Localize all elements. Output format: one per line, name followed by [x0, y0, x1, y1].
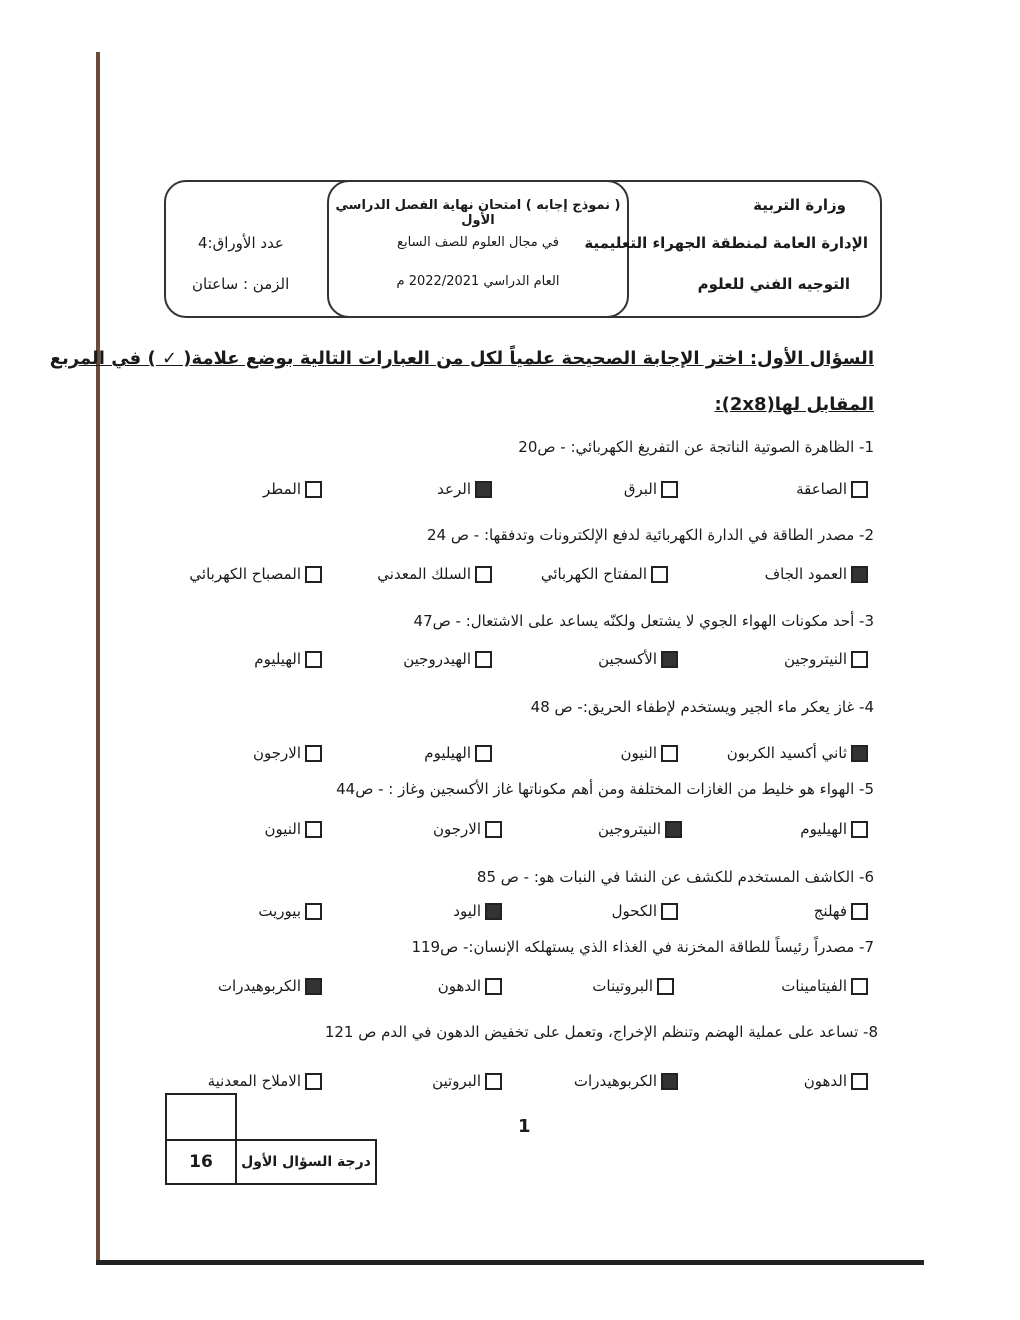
- checkbox[interactable]: [661, 481, 678, 498]
- question-8-option-4[interactable]: [208, 1072, 322, 1090]
- question-4-option-1[interactable]: [727, 744, 868, 762]
- option-label: الفيتامينات: [781, 977, 847, 995]
- question-7-option-4[interactable]: [218, 977, 322, 995]
- checkbox[interactable]: [651, 566, 668, 583]
- question-4-text: 4- غاز يعكر ماء الجير ويستخدم لإطفاء الحريق:- ص 48: [530, 698, 874, 716]
- checkbox[interactable]: [475, 745, 492, 762]
- checkbox[interactable]: [851, 903, 868, 920]
- checkbox[interactable]: [305, 651, 322, 668]
- checkbox-checked[interactable]: [485, 903, 502, 920]
- checkbox-checked[interactable]: [661, 651, 678, 668]
- question-5-option-2[interactable]: [598, 820, 682, 838]
- academic-year: العام الدراسي 2022/2021 م: [396, 274, 560, 289]
- option-label: اليود: [453, 902, 481, 920]
- option-label: الدهون: [437, 977, 481, 995]
- checkbox[interactable]: [305, 566, 322, 583]
- checkbox-checked[interactable]: [661, 1073, 678, 1090]
- exam-duration: الزمن : ساعتان: [192, 275, 290, 293]
- option-label: الهيليوم: [254, 650, 301, 668]
- question-6-option-4[interactable]: [258, 902, 322, 920]
- grade-spacer: [236, 1094, 376, 1140]
- checkbox[interactable]: [305, 821, 322, 838]
- option-label: السلك المعدني: [377, 565, 471, 583]
- question-3-option-4[interactable]: [254, 650, 322, 668]
- question-3-option-1[interactable]: [784, 650, 868, 668]
- option-label: الهيليوم: [424, 744, 471, 762]
- exam-title: ( نموذج إجابه ) امتحان نهاية الفصل الدراسي الأول: [335, 198, 621, 228]
- option-label: البروتينات: [592, 977, 653, 995]
- checkbox[interactable]: [485, 978, 502, 995]
- question-6-text: 6- الكاشف المستخدم للكشف عن النشا في النبات هو: - ص 85: [476, 868, 874, 886]
- option-label: النيون: [620, 744, 657, 762]
- option-label: الارجون: [432, 820, 481, 838]
- checkbox[interactable]: [851, 651, 868, 668]
- checkbox[interactable]: [485, 1073, 502, 1090]
- grade-value: 16: [166, 1140, 236, 1184]
- question-2-text: 2- مصدر الطاقة في الدارة الكهربائية لدفع الإلكترونات وتدفقها: - ص 24: [427, 526, 874, 544]
- page-edge-left: [96, 52, 100, 1264]
- option-label: الكربوهيدرات: [217, 977, 301, 995]
- option-label: النيتروجين: [783, 650, 847, 668]
- option-label: فهلنج: [813, 902, 847, 920]
- question-title: السؤال الأول: اختر الإجابة الصحيحة علمياً لكل من العبارات التالية بوضع علامة( ✓ ) في المربع: [49, 348, 874, 369]
- question-5-option-4[interactable]: [264, 820, 322, 838]
- option-label: الأكسجين: [598, 650, 657, 668]
- checkbox[interactable]: [657, 978, 674, 995]
- question-3-option-3[interactable]: [403, 650, 492, 668]
- grade-empty-cell: [166, 1094, 236, 1140]
- question-8-option-1[interactable]: [804, 1072, 868, 1090]
- question-8-text: 8- تساعد على عملية الهضم وتنظم الإخراج، وتعمل على تخفيض الدهون في الدم ص 121: [324, 1023, 878, 1041]
- question-1-option-3[interactable]: [437, 480, 492, 498]
- option-label: البرق: [623, 480, 657, 498]
- option-label: البروتين: [432, 1072, 481, 1090]
- question-4-option-3[interactable]: [424, 744, 492, 762]
- checkbox[interactable]: [305, 481, 322, 498]
- checkbox-checked[interactable]: [851, 566, 868, 583]
- question-1-option-1[interactable]: [796, 480, 868, 498]
- option-label: الصاعقة: [796, 480, 847, 498]
- checkbox[interactable]: [475, 651, 492, 668]
- option-label: المصباح الكهربائي: [189, 565, 301, 583]
- checkbox[interactable]: [851, 481, 868, 498]
- checkbox[interactable]: [851, 978, 868, 995]
- option-label: الهيدروجين: [403, 650, 471, 668]
- checkbox[interactable]: [305, 1073, 322, 1090]
- question-6-option-1[interactable]: [814, 902, 868, 920]
- question-8-option-3[interactable]: [432, 1072, 502, 1090]
- question-3-option-2[interactable]: [598, 650, 678, 668]
- question-5-option-1[interactable]: [800, 820, 868, 838]
- question-1-option-4[interactable]: [263, 480, 322, 498]
- option-label: النيتروجين: [597, 820, 661, 838]
- question-7-option-1[interactable]: [781, 977, 868, 995]
- question-2-option-4[interactable]: [189, 565, 322, 583]
- question-2-option-2[interactable]: [541, 565, 668, 583]
- question-7-text: 7- مصدراً رئيساً للطاقة المخزنة في الغذاء الذي يستهلكه الإنسان:- ص119: [411, 938, 874, 956]
- checkbox[interactable]: [661, 745, 678, 762]
- option-label: الرعد: [437, 480, 471, 498]
- department-name: التوجيه الفني للعلوم: [697, 275, 850, 293]
- question-7-option-2[interactable]: [592, 977, 674, 995]
- checkbox[interactable]: [661, 903, 678, 920]
- question-5-option-3[interactable]: [433, 820, 502, 838]
- question-5-text: 5- الهواء هو خليط من الغازات المختلفة ومن أهم مكوناتها غاز الأكسجين وغاز : - ص44: [336, 780, 874, 798]
- option-label: الكحول: [611, 902, 657, 920]
- question-2-option-1[interactable]: [765, 565, 868, 583]
- grade-table: [165, 1093, 377, 1185]
- question-8-option-2[interactable]: [574, 1072, 678, 1090]
- page-edge-bottom: [96, 1260, 924, 1265]
- ministry-name: وزارة التربية: [753, 196, 846, 214]
- page-number: 1: [518, 1116, 531, 1137]
- question-2-option-3[interactable]: [377, 565, 492, 583]
- option-label: ثاني أكسيد الكربون: [726, 744, 847, 762]
- checkbox-checked[interactable]: [475, 481, 492, 498]
- subject-grade: في مجال العلوم للصف السابع: [397, 235, 559, 250]
- checkbox[interactable]: [305, 903, 322, 920]
- grade-label: درجة السؤال الأول: [236, 1140, 376, 1184]
- question-1-text: 1- الظاهرة الصوتية الناتجة عن التفريغ الكهربائي: - ص20: [518, 438, 874, 456]
- option-label: العمود الجاف: [764, 565, 847, 583]
- option-label: الارجون: [252, 744, 301, 762]
- option-label: بيوريت: [258, 902, 301, 920]
- option-label: المفتاح الكهربائي: [540, 565, 647, 583]
- checkbox[interactable]: [475, 566, 492, 583]
- papers-count: عدد الأوراق:4: [198, 234, 284, 252]
- option-label: الاملاح المعدنية: [207, 1072, 301, 1090]
- question-6-option-2[interactable]: [612, 902, 678, 920]
- option-label: النيون: [264, 820, 301, 838]
- question-7-option-3[interactable]: [438, 977, 502, 995]
- checkbox-checked[interactable]: [305, 978, 322, 995]
- checkbox-checked[interactable]: [851, 745, 868, 762]
- checkbox[interactable]: [851, 821, 868, 838]
- question-title-marks: المقابل لها(2x8):: [714, 394, 874, 415]
- question-4-option-2[interactable]: [620, 744, 678, 762]
- option-label: الهيليوم: [800, 820, 847, 838]
- option-label: الكربوهيدرات: [573, 1072, 657, 1090]
- directorate-name: الإدارة العامة لمنطقة الجهراء التعليمية: [584, 234, 868, 252]
- checkbox[interactable]: [485, 821, 502, 838]
- question-6-option-3[interactable]: [453, 902, 502, 920]
- option-label: الدهون: [803, 1072, 847, 1090]
- question-1-option-2[interactable]: [624, 480, 678, 498]
- option-label: المطر: [263, 480, 301, 498]
- checkbox-checked[interactable]: [665, 821, 682, 838]
- question-4-option-4[interactable]: [253, 744, 322, 762]
- checkbox[interactable]: [851, 1073, 868, 1090]
- question-3-text: 3- أحد مكونات الهواء الجوي لا يشتعل ولكنّه يساعد على الاشتعال: - ص47: [413, 612, 874, 630]
- checkbox[interactable]: [305, 745, 322, 762]
